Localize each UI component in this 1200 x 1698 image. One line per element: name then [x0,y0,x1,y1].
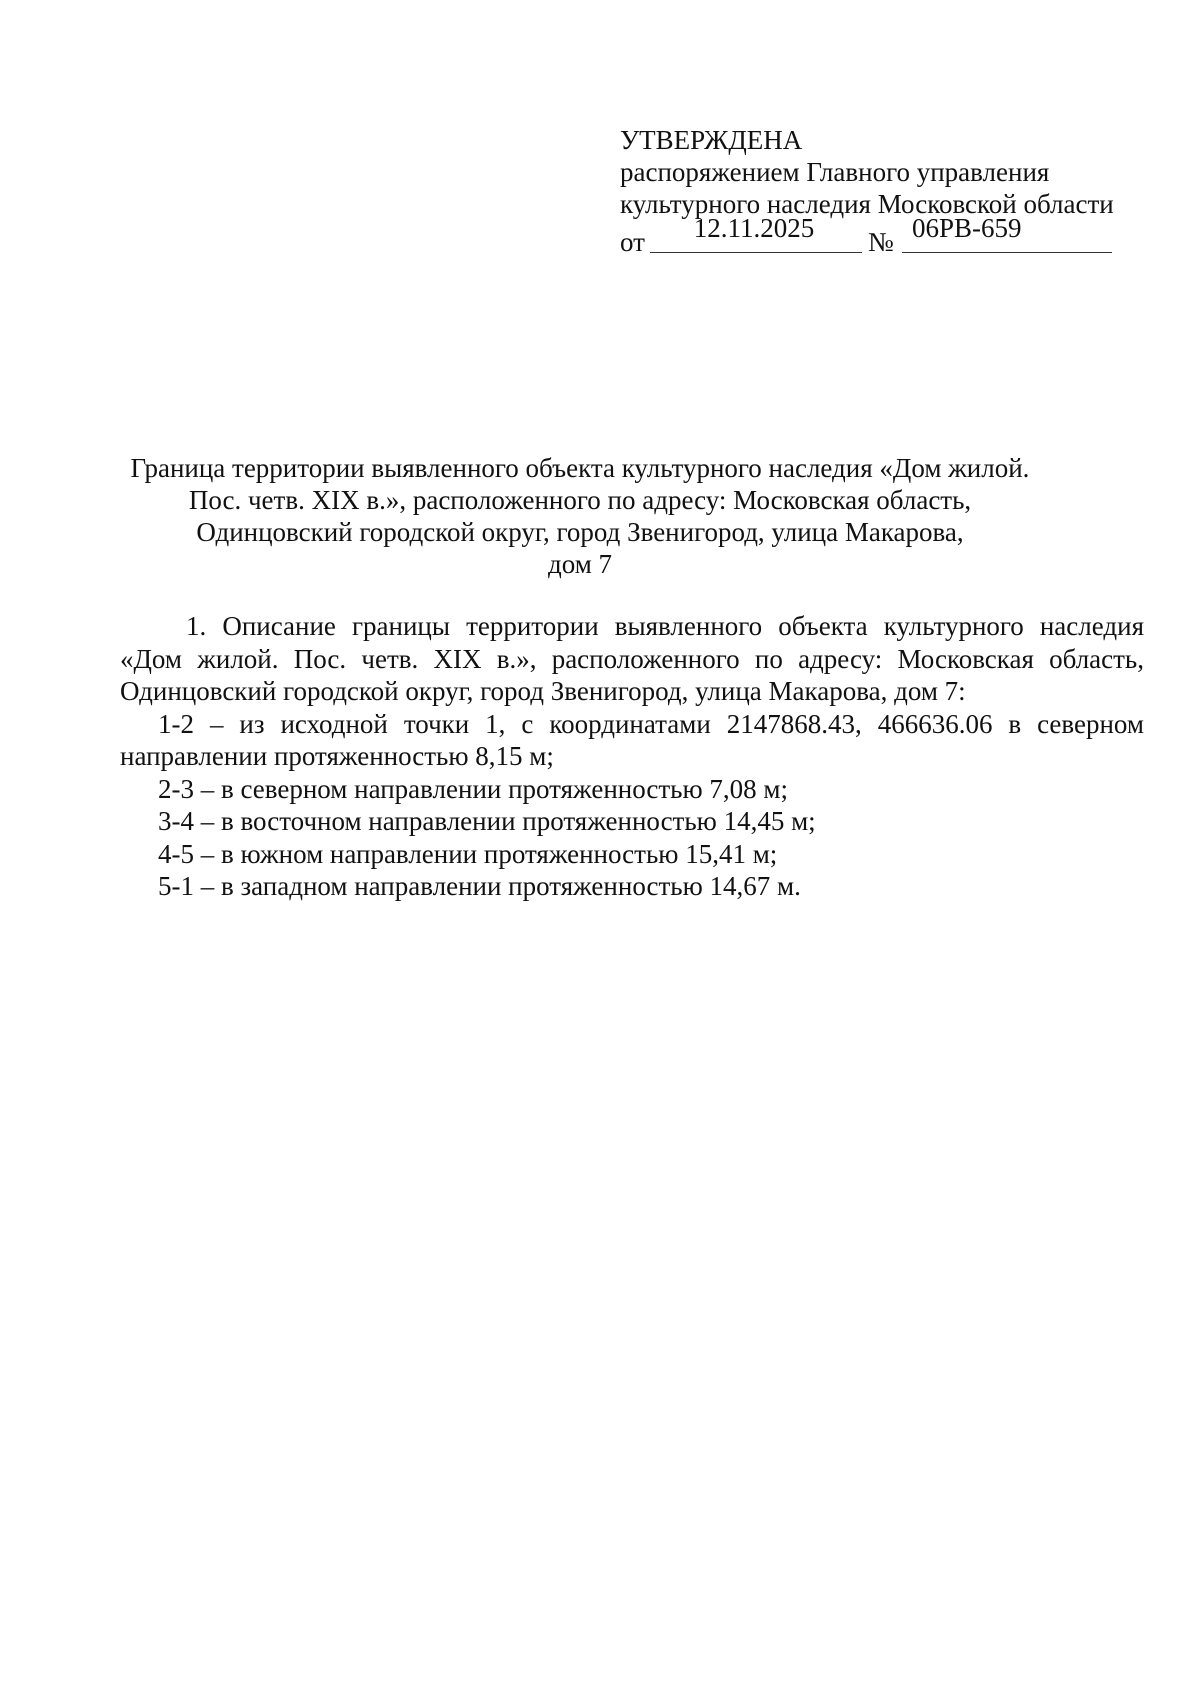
approval-line-2: культурного наследия Московской области [620,189,1114,219]
document-title [120,452,1040,580]
segment-item: 5-1 – в западном направлении протяженностью 14,67 м. [158,871,801,901]
title-line-4: дом 7 [547,549,613,579]
date-field [650,213,862,253]
boundary-description [120,610,1144,903]
segment-item: 4-5 – в южном направлении протяженностью 15,41 м; [158,838,778,869]
approval-date: 12.11.2025 [693,213,815,243]
description-intro: 1. Описание границы территории выявленного объекта культурного наследия «Дом жилой. Пос. четв. XIX в.», расположенного по адресу: Московская область, Одинцовский городской округ, город Звенигород, улица Макарова, дом 7: [120,611,1144,706]
title-line-3: Одинцовский городской округ, город Звенигород, улица Макарова, [196,517,964,547]
number-field [902,213,1112,253]
segment-item: 3-4 – в восточном направлении протяженностью 14,45 м; [158,806,816,836]
approval-number: 06РВ-659 [912,213,1022,243]
segment-item: 1-2 – из исходной точки 1, с координатами 2147868.43, 466636.06 в северном направлении протяженностью 8,15 м; [120,708,1144,771]
from-label: от [620,227,645,257]
approval-date-number-row [620,213,1140,257]
approval-line-1: распоряжением Главного управления [620,157,1050,187]
approval-heading: УТВЕРЖДЕНА [620,125,803,155]
segment-item: 2-3 – в северном направлении протяженностью 7,08 м; [158,773,789,804]
approval-block [620,124,1140,257]
number-label: № [868,227,894,257]
title-line-1: Граница территории выявленного объекта культурного наследия «Дом жилой. [130,453,1030,483]
title-line-2: Пос. четв. XIX в.», расположенного по адресу: Московская область, [188,485,972,515]
